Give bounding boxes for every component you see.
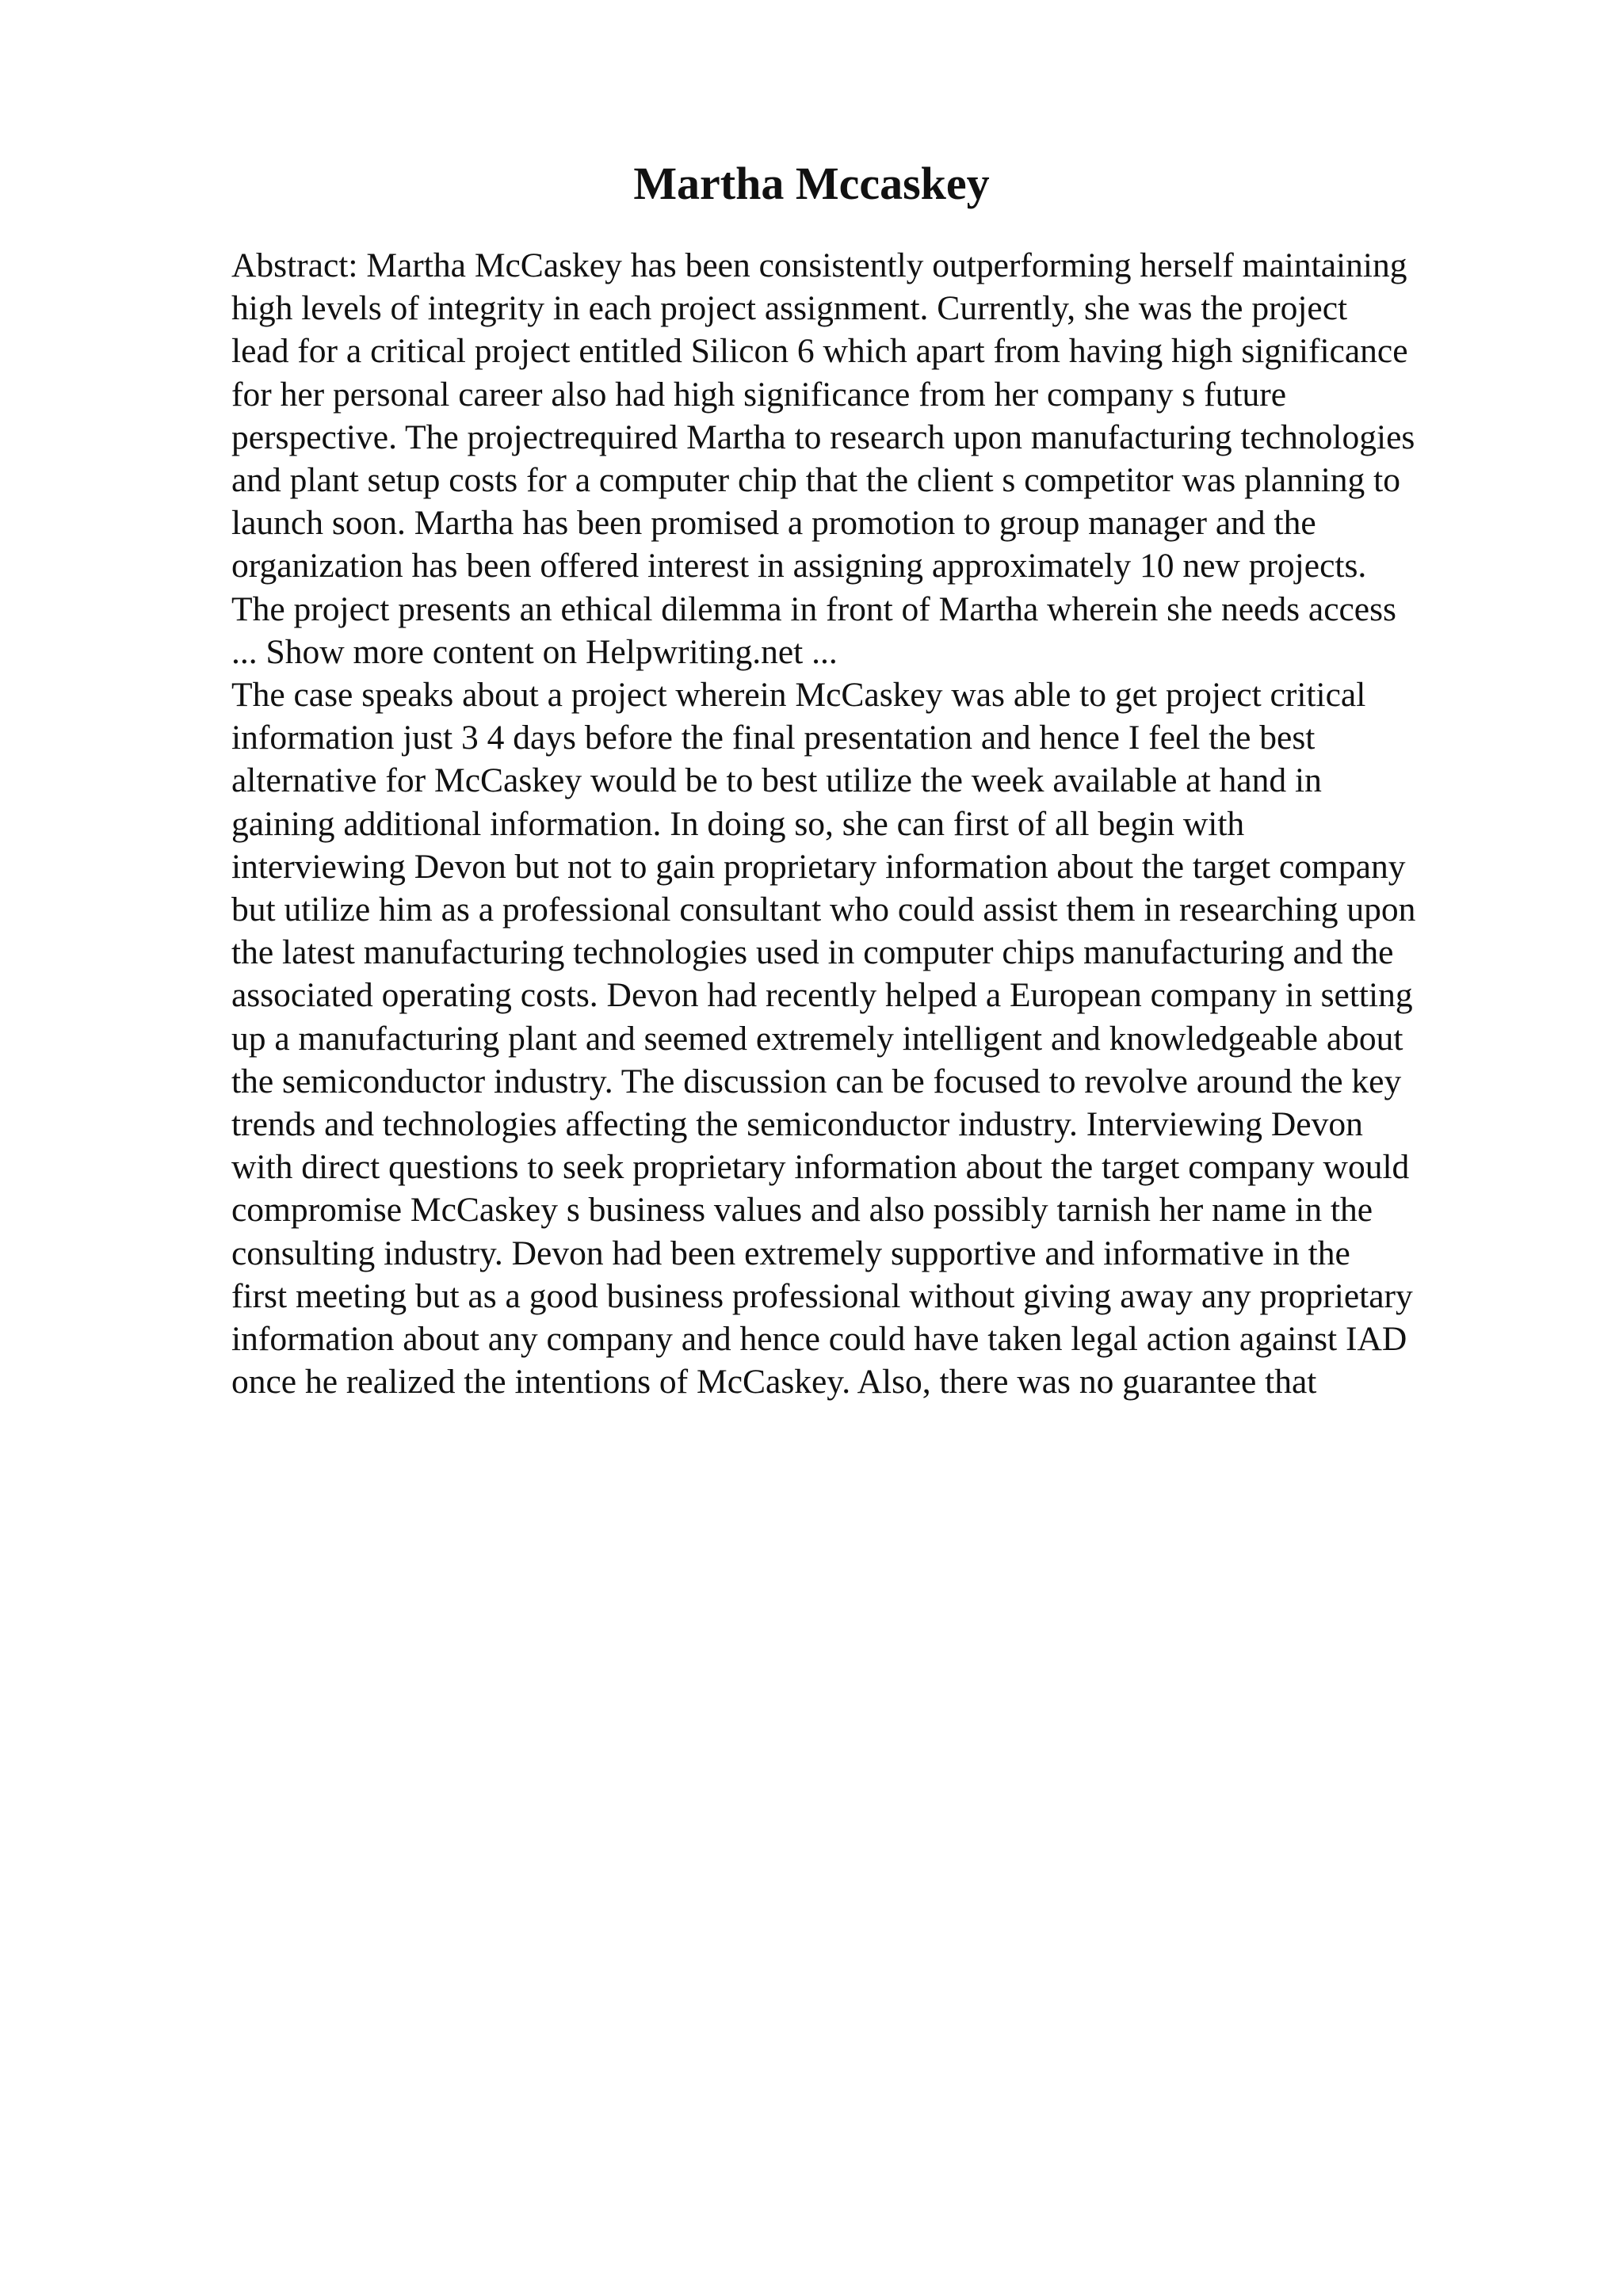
body-line: associated operating costs. Devon had recently helped a European company in setting xyxy=(231,976,1413,1015)
body-line: trends and technologies affecting the semiconductor industry. Interviewing Devon xyxy=(231,1105,1363,1144)
body-line: information about any company and hence could have taken legal action against IAD xyxy=(231,1320,1407,1359)
body-line: interviewing Devon but not to gain proprietary information about the target company xyxy=(231,847,1406,886)
body-line: information just 3 4 days before the final presentation and hence I feel the best xyxy=(231,719,1316,757)
body-line: up a manufacturing plant and seemed extremely intelligent and knowledgeable about xyxy=(231,1019,1403,1058)
show-more-line: ... Show more content on Helpwriting.net ... xyxy=(231,632,838,671)
body-line: the semiconductor industry. The discussion can be focused to revolve around the key xyxy=(231,1062,1402,1100)
body-line: The project presents an ethical dilemma in front of Martha wherein she needs access xyxy=(231,589,1396,628)
body-line: perspective. The projectrequired Martha to research upon manufacturing technologies xyxy=(231,418,1415,456)
body-line: lead for a critical project entitled Silicon 6 which apart from having high significance xyxy=(231,332,1408,371)
body-line: high levels of integrity in each project assignment. Currently, she was the project xyxy=(231,289,1348,328)
body-line: organization has been offered interest in assigning approximately 10 new projects. xyxy=(231,547,1367,585)
body-line: alternative for McCaskey would be to best utilize the week available at hand in xyxy=(231,761,1322,800)
document-title: Martha Mccaskey xyxy=(633,158,990,209)
body-line: and plant setup costs for a computer chip that the client s competitor was planning to xyxy=(231,461,1401,500)
body-line: but utilize him as a professional consultant who could assist them in researching upon xyxy=(231,891,1416,929)
body-line: gaining additional information. In doing so, she can first of all begin with xyxy=(231,804,1245,843)
document-body xyxy=(231,244,1515,1403)
body-line: compromise McCaskey s business values and also possibly tarnish her name in the xyxy=(231,1191,1373,1230)
body-line: with direct questions to seek proprietary information about the target company would xyxy=(231,1148,1410,1187)
body-line: for her personal career also had high significance from her company s future xyxy=(231,375,1287,414)
body-line: Abstract: Martha McCaskey has been consistently outperforming herself maintaining xyxy=(231,246,1407,284)
body-line: the latest manufacturing technologies used in computer chips manufacturing and the xyxy=(231,933,1394,972)
body-line: consulting industry. Devon had been extremely supportive and informative in the xyxy=(231,1234,1350,1272)
body-line: launch soon. Martha has been promised a promotion to group manager and the xyxy=(231,504,1316,543)
body-line: once he realized the intentions of McCaskey. Also, there was no guarantee that xyxy=(231,1363,1317,1402)
body-line: The case speaks about a project wherein McCaskey was able to get project critical xyxy=(231,676,1366,715)
body-line: first meeting but as a good business professional without giving away any proprietary xyxy=(231,1276,1413,1315)
